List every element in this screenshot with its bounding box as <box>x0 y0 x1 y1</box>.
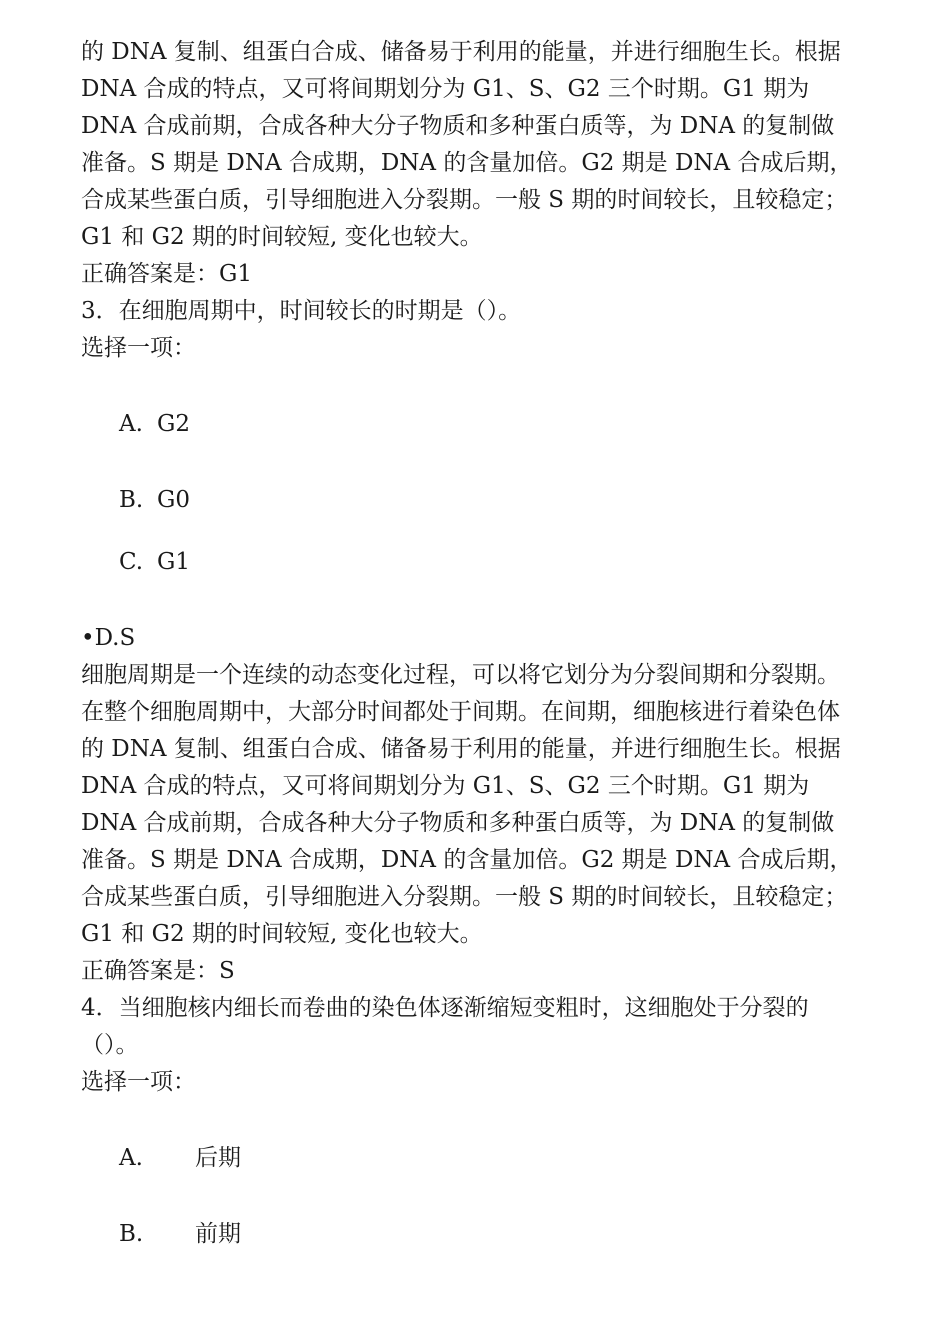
option-letter: C. <box>119 549 144 575</box>
q4-question-line: 4．当细胞核内细长而卷曲的染色体逐渐缩短变粗时，这细胞处于分裂的 <box>81 995 809 1021</box>
option-text: G1 <box>157 549 191 575</box>
option-text: 前期 <box>195 1221 241 1247</box>
explanation-line: G1 和 G2 期的时间较短, 变化也较大。 <box>81 224 483 250</box>
q3-select-prompt: 选择一项： <box>81 335 196 361</box>
option-letter: B. <box>119 487 144 513</box>
option-text: G2 <box>157 411 191 437</box>
q3-option-c[interactable] <box>81 544 881 581</box>
explanation-line: DNA 合成前期，合成各种大分子物质和多种蛋白质等，为 DNA 的复制做 <box>81 810 835 836</box>
explanation-line: 的 DNA 复制、组蛋白合成、储备易于利用的能量，并进行细胞生长。根据 <box>81 39 841 65</box>
explanation-line: DNA 合成的特点，又可将间期划分为 G1、S、G2 三个时期。G1 期为 <box>81 76 810 102</box>
q4-question-line: （）。 <box>81 1032 139 1058</box>
option-letter: B. <box>119 1221 144 1247</box>
explanation-line: 在整个细胞周期中，大部分时间都处于间期。在间期，细胞核进行着染色体 <box>81 699 840 725</box>
explanation-line: 的 DNA 复制、组蛋白合成、储备易于利用的能量，并进行细胞生长。根据 <box>81 736 841 762</box>
document-page <box>81 34 881 1253</box>
option-letter: A. <box>119 411 143 437</box>
explanation-line: 准备。S 期是 DNA 合成期，DNA 的含量加倍。G2 期是 DNA 合成后期， <box>81 847 853 873</box>
explanation-line: DNA 合成的特点，又可将间期划分为 G1、S、G2 三个时期。G1 期为 <box>81 773 810 799</box>
q2-explanation <box>81 34 881 256</box>
option-text: G0 <box>157 487 191 513</box>
q3-question: 3．在细胞周期中，时间较长的时期是（）。 <box>81 298 522 324</box>
q4-option-a[interactable] <box>81 1140 881 1177</box>
q3-option-b[interactable] <box>81 482 881 519</box>
q3-correct-answer: 正确答案是：S <box>81 958 235 984</box>
q3-selected-option-d[interactable]: •D.S <box>81 625 136 651</box>
q3-explanation <box>81 657 881 953</box>
option-letter: A. <box>119 1145 143 1171</box>
q4-select-prompt: 选择一项： <box>81 1069 196 1095</box>
option-text: 后期 <box>195 1145 241 1171</box>
explanation-line: 准备。S 期是 DNA 合成期，DNA 的含量加倍。G2 期是 DNA 合成后期， <box>81 150 853 176</box>
explanation-line: G1 和 G2 期的时间较短, 变化也较大。 <box>81 921 483 947</box>
explanation-line: 合成某些蛋白质，引导细胞进入分裂期。一般 S 期的时间较长，且较稳定； <box>81 884 848 910</box>
explanation-line: 合成某些蛋白质，引导细胞进入分裂期。一般 S 期的时间较长，且较稳定； <box>81 187 848 213</box>
explanation-line: DNA 合成前期，合成各种大分子物质和多种蛋白质等，为 DNA 的复制做 <box>81 113 835 139</box>
q2-correct-answer: 正确答案是：G1 <box>81 261 253 287</box>
q4-option-b[interactable] <box>81 1216 881 1253</box>
explanation-line: 细胞周期是一个连续的动态变化过程，可以将它划分为分裂间期和分裂期。 <box>81 662 840 688</box>
q3-option-a[interactable] <box>81 406 881 443</box>
